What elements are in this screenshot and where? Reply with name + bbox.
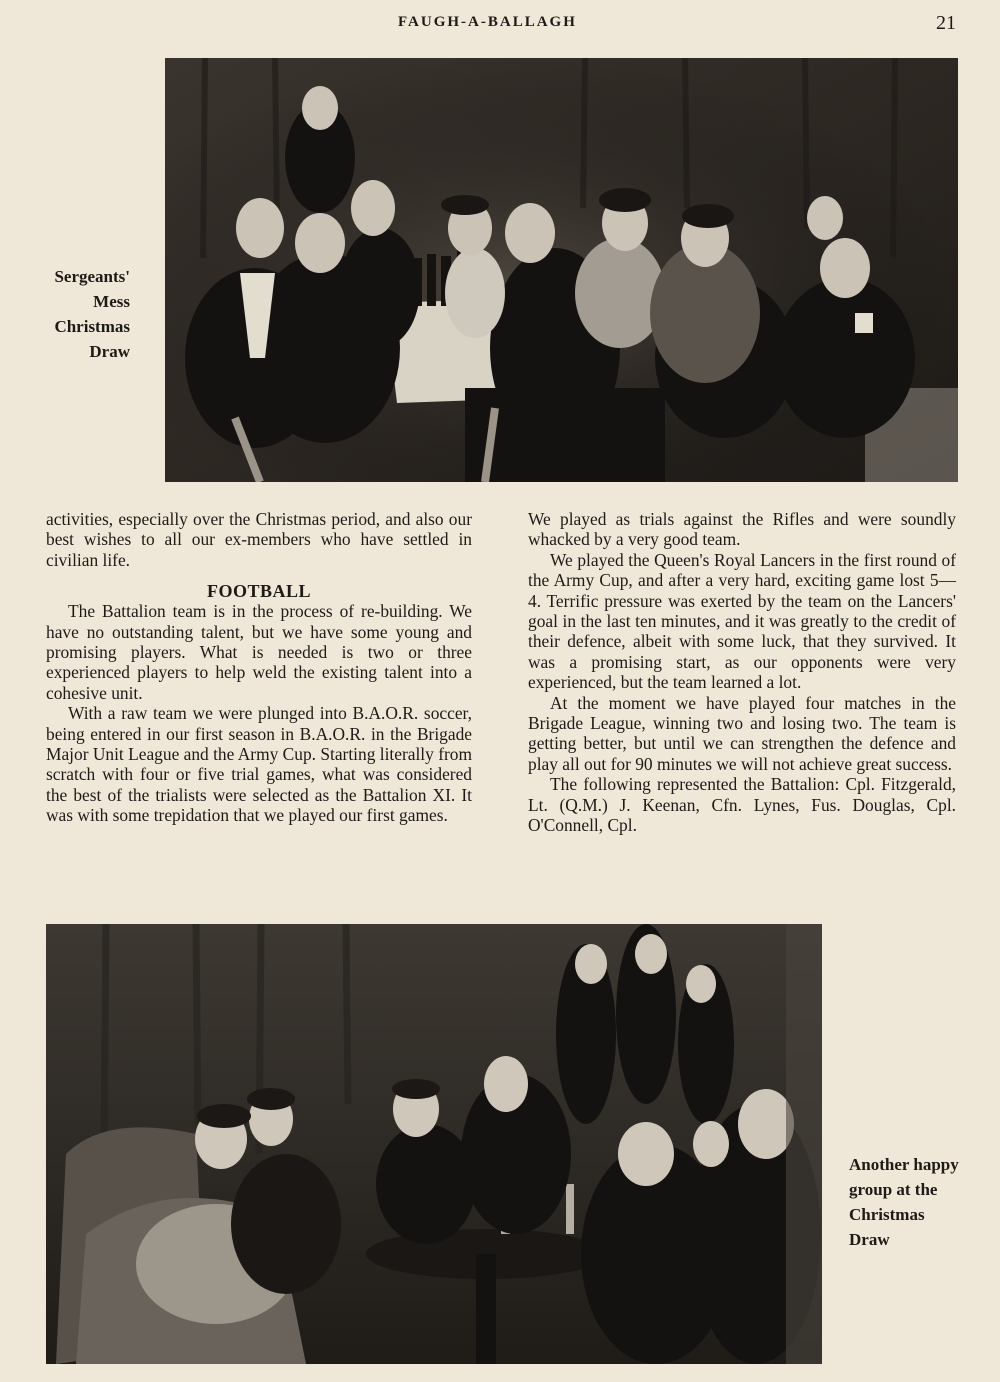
top-photo-caption xyxy=(20,264,130,364)
continued-paragraph: We played as trials against the Rifles and were soundly whacked by a very good team. xyxy=(528,509,956,550)
article-left-column xyxy=(46,509,472,826)
caption-line: Sergeants' xyxy=(54,267,130,286)
article-paragraph: The following represented the Battalion: Cpl. Fitzgerald, Lt. (Q.M.) J. Keenan, Cfn. Lynes, Fus. Douglas, Cpl. O'Connell, Cpl. xyxy=(528,774,956,836)
running-head: FAUGH-A-BALLAGH xyxy=(398,14,577,30)
sergeants-mess-photo-graphic xyxy=(165,58,958,482)
sergeants-mess-photo xyxy=(165,58,958,482)
caption-line: Draw xyxy=(89,342,130,361)
caption-line: Another happy xyxy=(849,1155,959,1174)
caption-line: Mess xyxy=(93,292,130,311)
caption-line: Christmas xyxy=(54,317,130,336)
bottom-photo-caption xyxy=(849,1152,989,1252)
article-paragraph: The Battalion team is in the process of re-building. We have no outstanding talent, but we have some young and promising players. What is needed is two or three experienced players to help weld the existing talent into a cohesive unit. xyxy=(46,601,472,703)
caption-line: group at the xyxy=(849,1180,938,1199)
caption-line: Christmas xyxy=(849,1205,925,1224)
christmas-draw-group-photo xyxy=(46,924,822,1364)
section-heading: FOOTBALL xyxy=(206,581,312,602)
christmas-draw-group-photo-graphic xyxy=(46,924,822,1364)
intro-paragraph: activities, especially over the Christmas period, and also our best wishes to all our ex-members who have settled in civilian life. xyxy=(46,509,472,570)
article-right-column xyxy=(528,509,956,836)
article-paragraph: We played the Queen's Royal Lancers in the first round of the Army Cup, and after a very hard, exciting game lost 5—4. Terrific pressure was exerted by the team on the Lancers' goal in the last ten minutes, and it was greatly to the credit of their defence, albeit with some luck, that they survived. It was a promising start, as our opponents were very experienced, but the team learned a lot. xyxy=(528,549,956,693)
page-number: 21 xyxy=(936,12,956,34)
article-paragraph: With a raw team we were plunged into B.A.O.R. soccer, being entered in our first season in B.A.O.R. in the Brigade Major Unit League and the Army Cup. Starting literally from scratch with four or five trial games, what was considered the best of the trialists were selected as the Battalion XI. It was with some trepidation that we played our first games. xyxy=(46,703,472,826)
caption-line: Draw xyxy=(849,1230,890,1249)
article-paragraph: At the moment we have played four matches in the Brigade League, winning two and losing two. The team is getting better, but until we can strengthen the defence and play all out for 90 minutes we will not achieve great success. xyxy=(528,692,956,774)
